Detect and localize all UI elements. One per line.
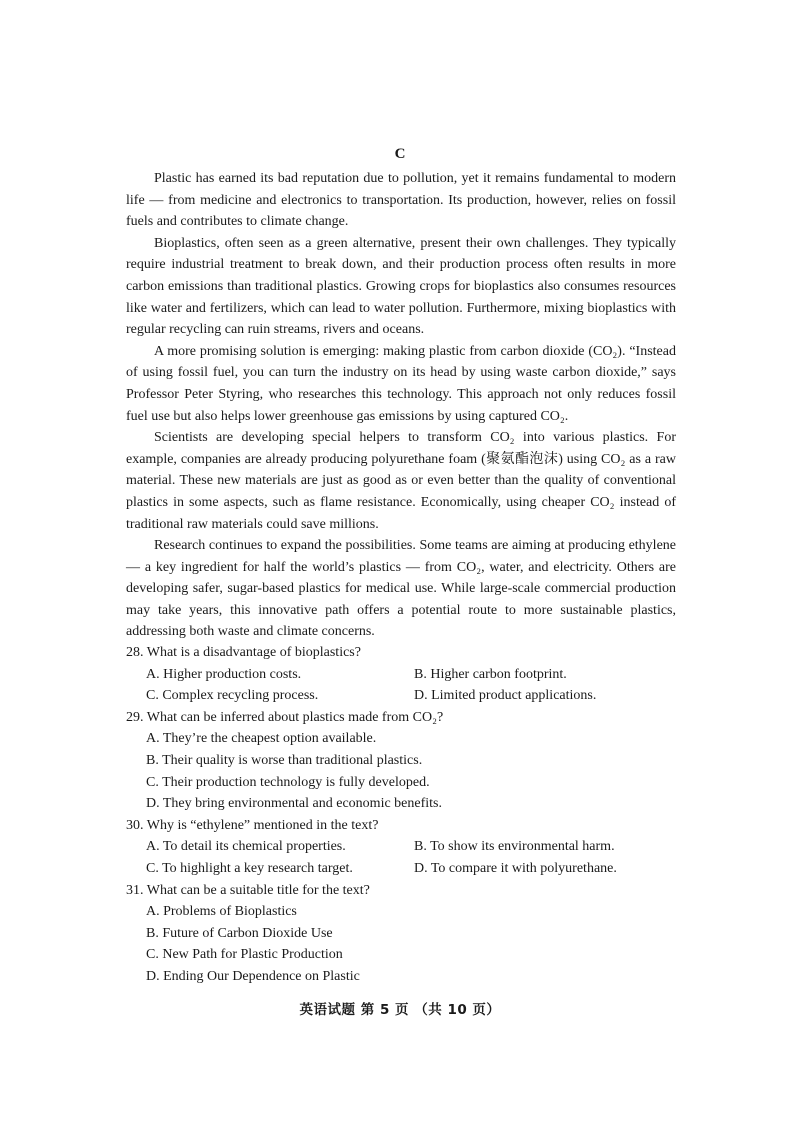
option-d: D. They bring environmental and economic benefits. bbox=[146, 796, 442, 812]
option-a: A. Problems of Bioplastics bbox=[146, 904, 297, 920]
option-b: B. Future of Carbon Dioxide Use bbox=[146, 925, 333, 941]
option-a: A. They’re the cheapest option available. bbox=[146, 731, 377, 747]
option-c: C. Complex recycling process. bbox=[146, 688, 319, 704]
option-a: A. Higher production costs. bbox=[146, 666, 302, 682]
question-30 bbox=[126, 815, 686, 880]
question-stem: 28. What is a disadvantage of bioplastics? bbox=[126, 645, 361, 660]
question-31 bbox=[126, 880, 686, 988]
page-footer: 英语试题 第 5 页 （共 10 页） bbox=[299, 1002, 501, 1018]
question-stem: 31. What can be a suitable title for the text? bbox=[126, 882, 370, 898]
question-stem: 30. Why is “ethylene” mentioned in the text? bbox=[126, 817, 379, 833]
question-stem: 29. What can be inferred about plastics made from CO₂? bbox=[126, 709, 444, 725]
option-b: B. Their quality is worse than traditional plastics. bbox=[146, 752, 423, 768]
question-28 bbox=[126, 642, 686, 707]
option-list bbox=[126, 728, 686, 814]
section-heading: C bbox=[394, 146, 406, 162]
passage-paragraph: Scientists are developing special helpers to transform CO₂ into various plastics. For example, companies are already producing polyurethane foam (聚氨酯泡沫) using CO₂ as a raw material. These new materials are just as good as or even better than the quality of conventional plastics in some aspects, such as flame resistance. Economically, using cheaper CO₂ instead of traditional raw materials could save millions. bbox=[126, 430, 676, 532]
question-list bbox=[126, 642, 686, 988]
passage-paragraph: Research continues to expand the possibilities. Some teams are aiming at producing ethylene — a key ingredient for half the world’s plastics — from CO₂, water, and electricity. Others are developing safer, sugar-based plastics for medical use. While large-scale commercial production may take years, this innovative path offers a potential route to more sustainable plastics, addressing both waste and climate concerns. bbox=[126, 538, 676, 640]
passage-paragraph: Bioplastics, often seen as a green alternative, present their own challenges. They typically require industrial treatment to break down, and their production process often results in more carbon emissions than traditional plastics. Growing crops for bioplastics also consumes resources like water and fertilizers, which can lead to water pollution. Furthermore, mixing bioplastics with regular recycling can ruin streams, rivers and oceans. bbox=[126, 235, 676, 338]
option-list bbox=[126, 901, 686, 987]
option-c: C. To highlight a key research target. bbox=[146, 860, 353, 876]
option-b: B. To show its environmental harm. bbox=[414, 839, 615, 855]
option-b: B. Higher carbon footprint. bbox=[414, 666, 567, 682]
option-c: C. New Path for Plastic Production bbox=[146, 947, 343, 963]
passage-paragraph: A more promising solution is emerging: making plastic from carbon dioxide (CO₂). “Instead of using fossil fuel, you can turn the industry on its head by using waste carbon dioxide,” says Professor Peter Styring, who researches this technology. This approach not only reduces fossil fuel use but also helps lower greenhouse gas emissions by using captured CO₂. bbox=[126, 343, 676, 424]
option-d: D. To compare it with polyurethane. bbox=[414, 860, 617, 876]
option-list bbox=[126, 664, 686, 707]
option-d: D. Limited product applications. bbox=[414, 688, 597, 704]
reading-passage bbox=[126, 168, 676, 643]
option-d: D. Ending Our Dependence on Plastic bbox=[146, 968, 360, 984]
option-list bbox=[126, 836, 686, 879]
option-a: A. To detail its chemical properties. bbox=[146, 839, 346, 855]
question-29 bbox=[126, 707, 686, 815]
option-c: C. Their production technology is fully developed. bbox=[146, 774, 430, 790]
passage-paragraph: Plastic has earned its bad reputation due to pollution, yet it remains fundamental to modern life — from medicine and electronics to transportation. Its production, however, relies on fossil fuels and contributes to climate change. bbox=[126, 171, 676, 230]
